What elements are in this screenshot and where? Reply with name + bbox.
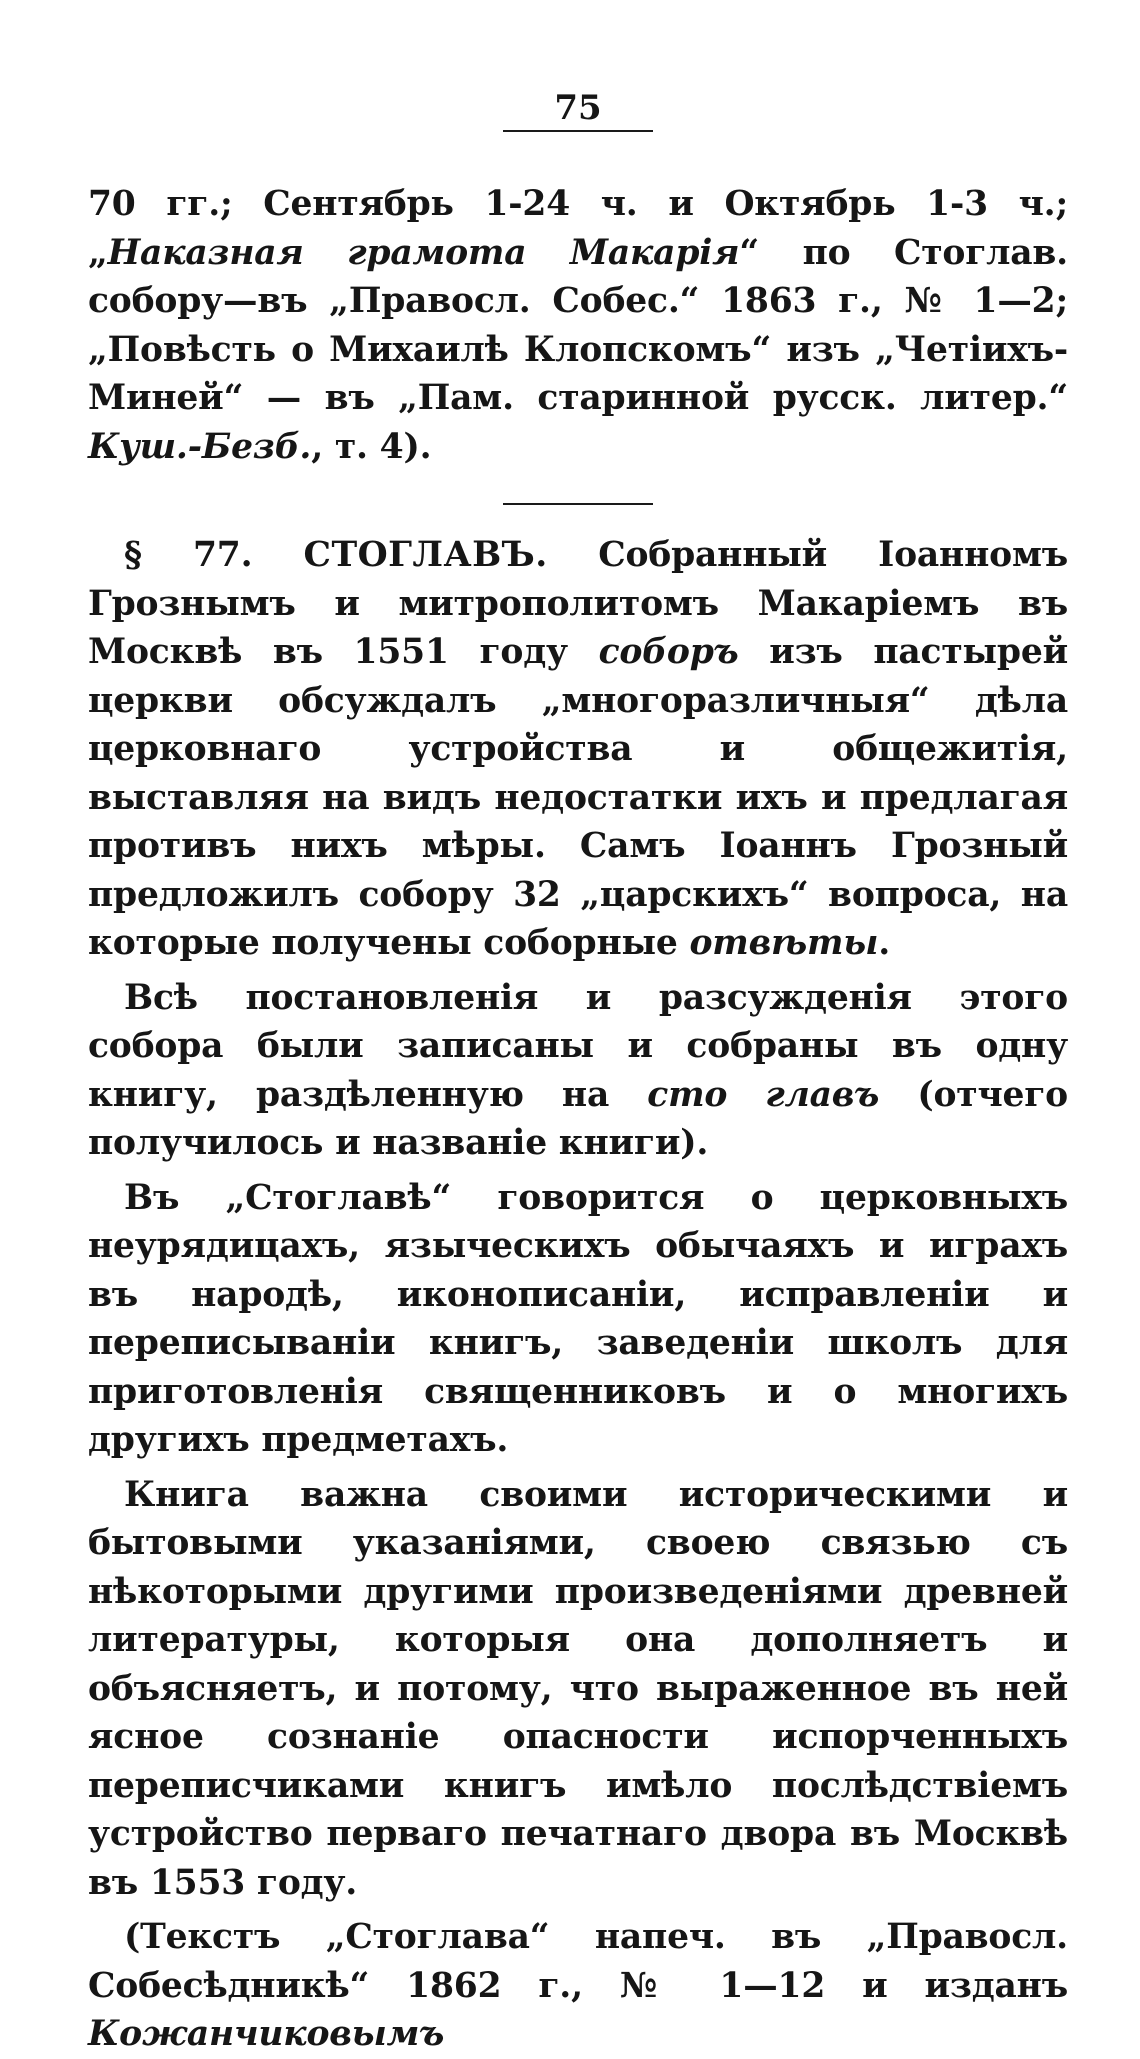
paragraph-p4 — [88, 1471, 1068, 1908]
italic-text: Куш.-Безб. — [88, 426, 312, 467]
paragraph-p3 — [88, 1174, 1068, 1465]
text-run: . Собранный Іоанномъ Грознымъ и митрополитомъ Макаріемъ въ Москвѣ въ 1551 году — [88, 535, 1069, 672]
text-run: (Текстъ „Стоглава“ напеч. въ „Правосл. Собесѣдникѣ“ 1862 г., № 1—12 и изданъ — [88, 1917, 1068, 2006]
book-page — [88, 88, 1068, 2059]
page-number: 75 — [503, 88, 653, 132]
text-run: Въ „Стоглавѣ“ говорится о церковныхъ неурядицахъ, языческихъ обычаяхъ и играхъ въ народѣ, иконописаніи, исправленіи и переписываніи книгъ, заведеніи школъ для приготовленія священниковъ и о многихъ другихъ предметахъ. — [88, 1177, 1068, 1460]
paragraph-p5 — [88, 1913, 1068, 2059]
text-run: (отчего получилось и названіе книги). — [88, 1074, 1068, 1163]
text-run: , т. 4). — [311, 426, 432, 467]
section-heading: СТОГЛАВЪ — [303, 535, 536, 575]
text-run: Всѣ постановленія и разсужденія этого собора были записаны и собраны въ одну книгу, раздѣленную на — [88, 977, 1068, 1115]
text-run: изъ пастырей церкви обсуждалъ „многоразличныя“ дѣла церковнаго устройства и общежитія, выставляя на видъ недостатки ихъ и предлагая противъ нихъ мѣры. Самъ Іоаннъ Грозный предложилъ собору 32 „царскихъ“ вопроса, на которые получены соборные — [88, 632, 1068, 963]
text-run: “ по Стоглав. собору—въ „Правосл. Собес.“ 1863 г., № 1—2; „Повѣсть о Михаилѣ Клопскомъ“ изъ „Четіихъ-Миней“ — въ „Пам. старинной русск. литер.“ — [88, 232, 1068, 418]
paragraph-s77 — [88, 531, 1068, 968]
section-divider — [503, 503, 653, 505]
text-run: Книга важна своими историческими и бытовыми указаніями, своею связью съ нѣкоторыми другими произведеніями древней литературы, которыя она дополняетъ и объясняетъ, и потому, что выраженное въ ней ясное сознаніе опасности испорченныхъ переписчиками книгъ имѣло послѣдствіемъ устройство перваго печатнаго двора въ Москвѣ въ 1553 году. — [88, 1474, 1068, 1903]
italic-text: сто главъ — [647, 1074, 880, 1115]
text-run: . — [878, 923, 891, 963]
paragraph-cont — [88, 180, 1068, 471]
italic-text: Наказная грамота Макарія — [107, 232, 740, 273]
italic-text: соборъ — [598, 632, 739, 672]
italic-text: Кожанчиковымъ — [88, 2014, 445, 2054]
italic-text: отвѣты — [689, 923, 879, 963]
paragraph-p2 — [88, 974, 1068, 1168]
text-run: 70 гг.; Сентябрь 1-24 ч. и Октябрь 1-3 ч.; „ — [88, 184, 1068, 273]
page-body — [88, 180, 1068, 2059]
text-run: § 77. — [124, 535, 304, 575]
